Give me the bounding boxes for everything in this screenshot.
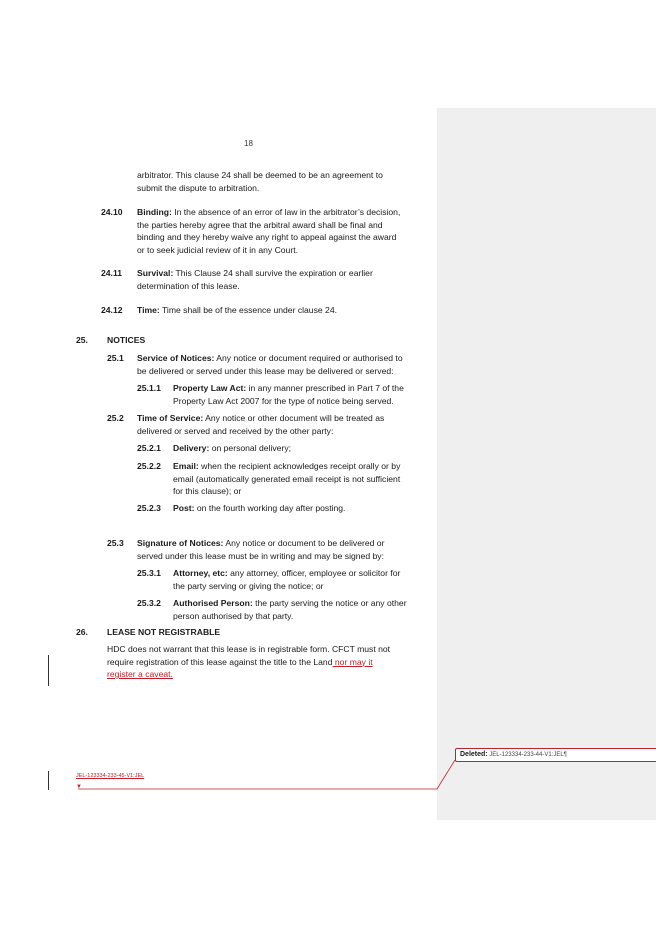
clause-25-1: Service of Notices: Any notice or document required or authorised to be delivered or served under this lease may be delivered or served:: [137, 353, 403, 376]
section-title-notices: NOTICES: [107, 335, 146, 345]
clause-26-body: HDC does not warrant that this lease is in registrable form. CFCT must not require registration of this lease against the title to the Land nor may it register a caveat.: [107, 644, 391, 679]
clause-number: 25.3.1: [137, 568, 161, 578]
clause-number: 24.10: [101, 207, 123, 217]
clause-24-12: Time: Time shall be of the essence under clause 24.: [137, 305, 337, 315]
section-number: 25.: [76, 335, 88, 345]
clause-25-2-1: Delivery: on personal delivery;: [173, 443, 291, 453]
clause-25-3-1: Attorney, etc: any attorney, officer, employee or solicitor for the party serving or giving the notice; or: [173, 568, 401, 591]
clause-number: 25.2: [107, 413, 124, 423]
clause-number: 25.2.3: [137, 503, 161, 513]
footer-document-reference: JEL-123334-233-45-V1:JEL: [76, 773, 145, 779]
clause-24-10: Binding: In the absence of an error of law in the arbitrator’s decision, the parties hereby agree that the arbitral award shall be final and binding and they hereby waive any right to appeal against the award or to seek judicial review of it in any Court.: [137, 207, 401, 255]
clause-number: 24.12: [101, 305, 123, 315]
section-number: 26.: [76, 627, 88, 637]
deletion-marker-icon: ▼: [76, 784, 82, 790]
clause-number: 25.2.2: [137, 461, 161, 471]
clause-24-11: Survival: This Clause 24 shall survive the expiration or earlier determination of this lease.: [137, 268, 373, 291]
clause-number: 25.3: [107, 538, 124, 548]
clause-25-1-1: Property Law Act: in any manner prescribed in Part 7 of the Property Law Act 2007 for the type of notice being served.: [173, 383, 404, 406]
tracked-insertion: register a caveat.: [107, 669, 173, 679]
page-number: 18: [244, 139, 253, 148]
clause-25-3: Signature of Notices: Any notice or document to be delivered or served under this lease must be in writing and may be signed by:: [137, 538, 385, 561]
clause-number: 25.3.2: [137, 598, 161, 608]
clause-24-9-continued: arbitrator. This clause 24 shall be deemed to be an agreement to submit the dispute to arbitration.: [137, 170, 383, 193]
deleted-change-balloon[interactable]: Deleted: JEL-123334-233-44-V1:JEL¶: [455, 748, 656, 762]
clause-25-2: Time of Service: Any notice or other document will be treated as delivered or served and received by the other party:: [137, 413, 385, 436]
clause-number: 24.11: [101, 268, 123, 278]
tracked-insertion: nor may it: [332, 656, 373, 667]
clause-number: 25.2.1: [137, 443, 161, 453]
clause-number: 25.1.1: [137, 383, 161, 393]
clause-25-3-2: Authorised Person: the party serving the notice or any other person authorised by that party.: [173, 598, 407, 621]
clause-25-2-3: Post: on the fourth working day after posting.: [173, 503, 346, 513]
section-title-lease-not-registrable: LEASE NOT REGISTRABLE: [107, 627, 221, 637]
clause-number: 25.1: [107, 353, 124, 363]
clause-25-2-2: Email: when the recipient acknowledges receipt orally or by email (automatically generated email receipt is not sufficient for this clause); or: [173, 461, 401, 496]
